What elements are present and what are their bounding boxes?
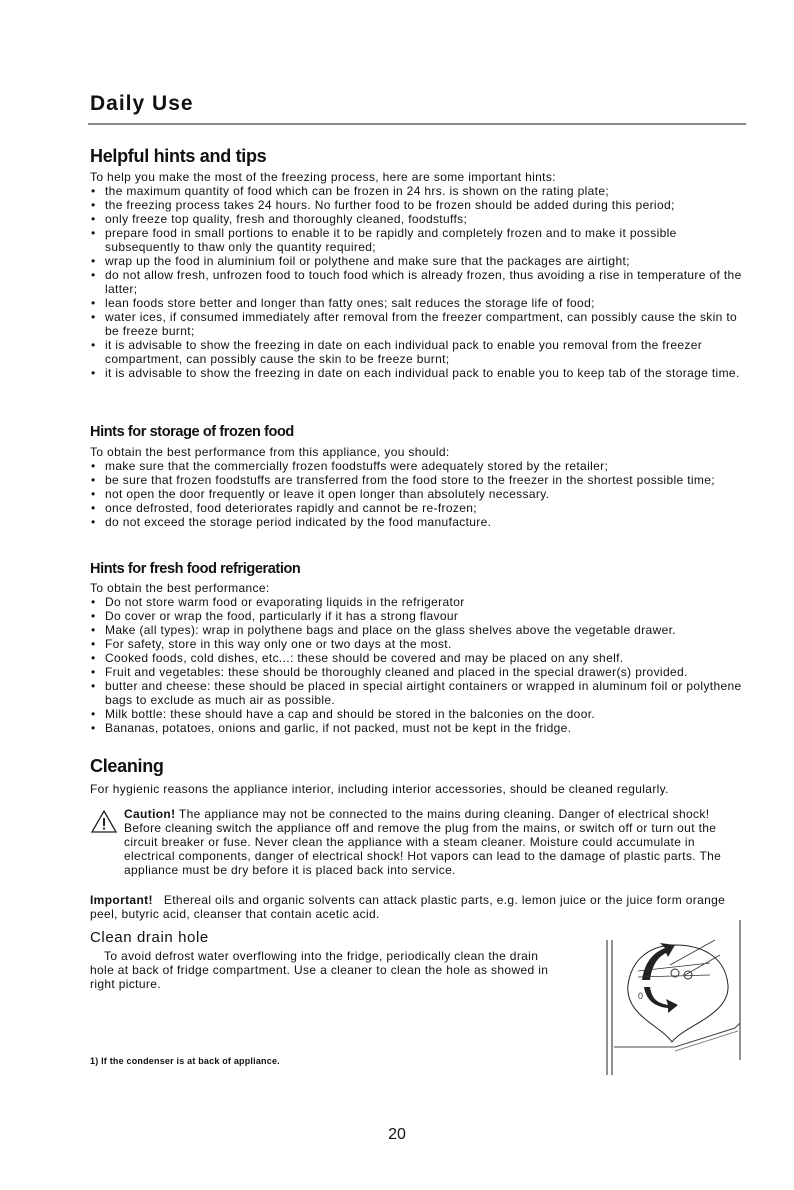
helpful-list-item: • wrap up the food in aluminium foil or polythene and make sure that the packages are airtight;: [90, 254, 742, 268]
frozen-intro: To obtain the best performance from this appliance, you should:: [90, 445, 450, 459]
helpful-intro: To help you make the most of the freezing process, here are some important hints:: [90, 170, 556, 184]
fresh-list-item: • Make (all types): wrap in polythene bags and place on the glass shelves above the vegetable drawer.: [90, 623, 742, 637]
frozen-list-item: • make sure that the commercially frozen foodstuffs were adequately stored by the retailer;: [90, 459, 742, 473]
frozen-heading: Hints for storage of frozen food: [90, 424, 294, 440]
frozen-list-item: • be sure that frozen foodstuffs are transferred from the food store to the freezer in the shortest possible time;: [90, 473, 742, 487]
fresh-list-item: • Do not store warm food or evaporating liquids in the refrigerator: [90, 595, 742, 609]
helpful-section: [90, 170, 742, 380]
fresh-list-item: • Cooked foods, cold dishes, etc...: these should be covered and may be placed on any shelf.: [90, 651, 742, 665]
helpful-list-item: • it is advisable to show the freezing in date on each individual pack to enable you to keep tab of the storage time.: [90, 366, 742, 380]
helpful-list-item: • the maximum quantity of food which can be frozen in 24 hrs. is shown on the rating plate;: [90, 184, 742, 198]
frozen-list-item: • do not exceed the storage period indicated by the food manufacture.: [90, 515, 742, 529]
helpful-list-item: • the freezing process takes 24 hours. No further food to be frozen should be added during this period;: [90, 198, 742, 212]
important-label: Important!: [90, 893, 153, 907]
fresh-intro: To obtain the best performance:: [90, 581, 270, 595]
fresh-list-item: • Milk bottle: these should have a cap and should be stored in the balconies on the door.: [90, 707, 742, 721]
fresh-list-item: • For safety, store in this way only one or two days at the most.: [90, 637, 742, 651]
fresh-section: [90, 581, 742, 735]
fresh-heading: Hints for fresh food refrigeration: [90, 561, 301, 577]
frozen-list-item: • once defrosted, food deteriorates rapidly and cannot be re-frozen;: [90, 501, 742, 515]
helpful-list: [90, 184, 742, 380]
helpful-list-item: • it is advisable to show the freezing in date on each individual pack to enable you removal from the freezer compartment, can possibly cause the skin to be freeze burnt;: [90, 338, 742, 366]
frozen-section: [90, 445, 742, 529]
helpful-list-item: • lean foods store better and longer than fatty ones; salt reduces the storage life of food;: [90, 296, 742, 310]
section-title: Daily Use: [90, 92, 194, 115]
drain-heading: Clean drain hole: [90, 929, 209, 946]
helpful-list-item: • prepare food in small portions to enable it to be rapidly and completely frozen and to make it possible subsequently to thaw only the quantity required;: [90, 226, 742, 254]
svg-text:0: 0: [638, 991, 644, 1001]
drain-hole-illustration: [600, 915, 750, 1080]
helpful-list-item: • do not allow fresh, unfrozen food to touch food which is already frozen, thus avoiding a rise in temperature of the latter;: [90, 268, 742, 296]
helpful-list-item: • only freeze top quality, fresh and thoroughly cleaned, foodstuffs;: [90, 212, 742, 226]
cleaning-intro: For hygienic reasons the appliance interior, including interior accessories, should be cleaned regularly.: [90, 782, 669, 796]
warning-triangle-icon: [90, 809, 118, 835]
caution-label: Caution!: [124, 807, 176, 821]
fresh-list: [90, 595, 742, 735]
fresh-list-item: • butter and cheese: these should be placed in special airtight containers or wrapped in aluminum foil or polythene bags to exclude as much air as possible.: [90, 679, 742, 707]
important-text: Ethereal oils and organic solvents can attack plastic parts, e.g. lemon juice or the juice form orange peel, butyric acid, cleanser that contain acetic acid.: [90, 893, 729, 921]
helpful-heading: Helpful hints and tips: [90, 146, 267, 166]
helpful-list-item: • water ices, if consumed immediately after removal from the freezer compartment, can possibly cause the skin to be freeze burnt;: [90, 310, 742, 338]
fresh-list-item: • Do cover or wrap the food, particularly if it has a strong flavour: [90, 609, 742, 623]
caution-block: [90, 807, 742, 877]
page-number: 20: [388, 1126, 406, 1143]
divider: [88, 123, 746, 125]
frozen-list-item: • not open the door frequently or leave it open longer than absolutely necessary.: [90, 487, 742, 501]
cleaning-heading: Cleaning: [90, 756, 164, 776]
footnote: 1) If the condenser is at back of appliance.: [90, 1056, 280, 1066]
fresh-list-item: • Bananas, potatoes, onions and garlic, if not packed, must not be kept in the fridge.: [90, 721, 742, 735]
frozen-list: [90, 459, 742, 529]
fresh-list-item: • Fruit and vegetables: these should be thoroughly cleaned and placed in the special drawer(s) provided.: [90, 665, 742, 679]
drain-text: To avoid defrost water overflowing into the fridge, periodically clean the drain hole at back of fridge compartment. Use a cleaner to clean the hole as showed in right picture.: [90, 949, 549, 991]
caution-text: The appliance may not be connected to the mains during cleaning. Danger of electrical shock! Before cleaning switch the appliance off and remove the plug from the mains, or switch off or turn out the circuit breaker or fuse. Never clean the appliance with a steam cleaner. Moisture could accumulate in electrical components, danger of electrical shock! Hot vapors can lead to the damage of plastic parts. The appliance must be dry before it is placed back into service.: [124, 807, 722, 877]
